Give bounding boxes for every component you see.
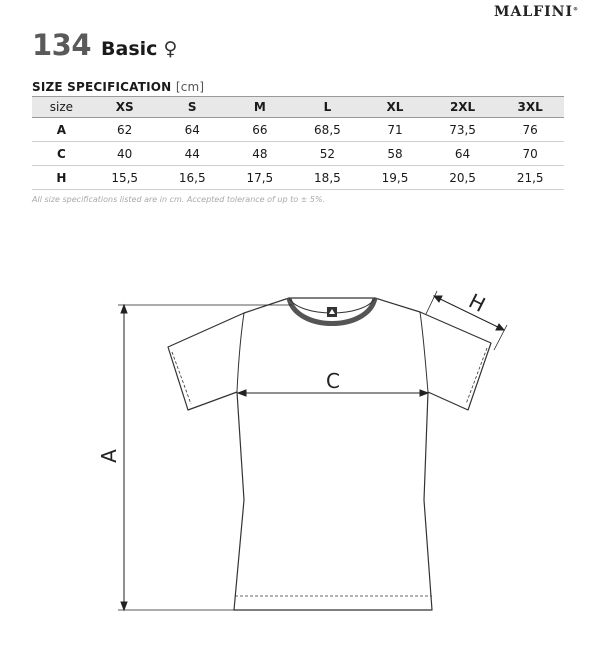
column-header: XS xyxy=(91,97,159,118)
column-header: size xyxy=(32,97,91,118)
table-cell: 20,5 xyxy=(429,166,497,190)
table-cell: 19,5 xyxy=(361,166,429,190)
table-cell: 73,5 xyxy=(429,118,497,142)
table-cell: 18,5 xyxy=(294,166,362,190)
neck-label-icon xyxy=(327,307,337,317)
dimension-c-label: C xyxy=(326,369,340,393)
size-spec-title: SIZE SPECIFICATION xyxy=(32,80,172,94)
column-header: S xyxy=(158,97,226,118)
table-cell: 58 xyxy=(361,142,429,166)
size-spec-unit: [cm] xyxy=(175,80,205,94)
dimension-a xyxy=(118,305,292,610)
table-cell: 21,5 xyxy=(496,166,564,190)
table-cell: 15,5 xyxy=(91,166,159,190)
table-cell: 70 xyxy=(496,142,564,166)
table-cell: 44 xyxy=(158,142,226,166)
dimension-h-label: H xyxy=(465,288,490,317)
table-cell: 64 xyxy=(429,142,497,166)
table-cell: 17,5 xyxy=(226,166,294,190)
row-label: H xyxy=(32,166,91,190)
tshirt-outline xyxy=(168,298,491,610)
trademark-mark: ® xyxy=(573,6,578,13)
column-header: 3XL xyxy=(496,97,564,118)
tolerance-note: All size specifications listed are in cm. Accepted tolerance of up to ± 5%. xyxy=(32,195,326,204)
row-label: A xyxy=(32,118,91,142)
column-header: 2XL xyxy=(429,97,497,118)
column-header: M xyxy=(226,97,294,118)
table-cell: 64 xyxy=(158,118,226,142)
dimension-a-label: A xyxy=(97,449,121,463)
table-cell: 68,5 xyxy=(294,118,362,142)
column-header: XL xyxy=(361,97,429,118)
table-cell: 40 xyxy=(91,142,159,166)
table-cell: 52 xyxy=(294,142,362,166)
table-cell: 16,5 xyxy=(158,166,226,190)
table-cell: 76 xyxy=(496,118,564,142)
female-symbol-icon: ♀ xyxy=(163,38,178,60)
table-cell: 71 xyxy=(361,118,429,142)
brand-name: MALFINI xyxy=(493,4,573,20)
model-number: 134 xyxy=(32,28,92,62)
table-cell: 66 xyxy=(226,118,294,142)
table-cell: 48 xyxy=(226,142,294,166)
row-label: C xyxy=(32,142,91,166)
table-cell: 62 xyxy=(91,118,159,142)
column-header: L xyxy=(294,97,362,118)
model-name: Basic xyxy=(101,38,158,60)
